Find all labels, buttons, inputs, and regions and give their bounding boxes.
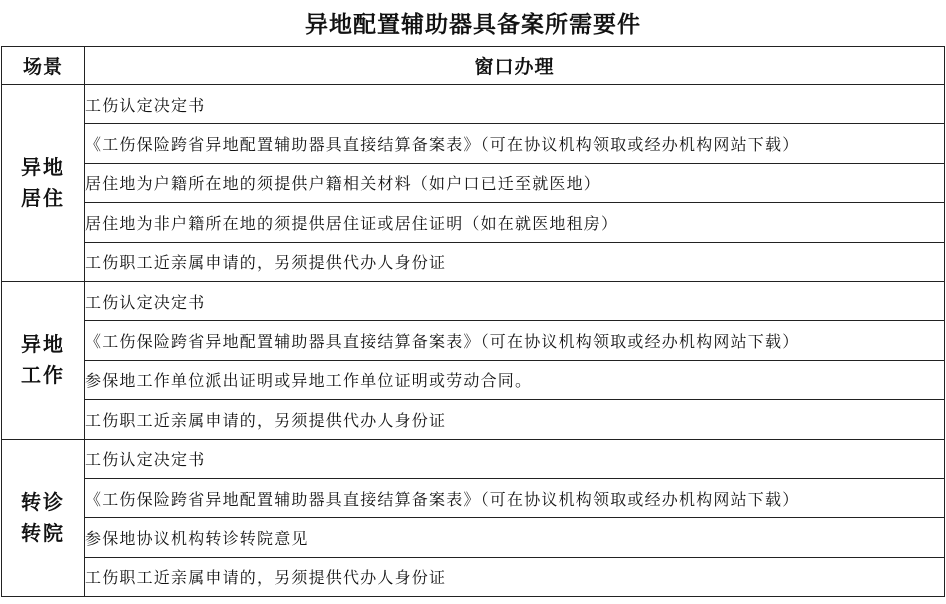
table-row	[2, 85, 945, 124]
document-title: 异地配置辅助器具备案所需要件	[305, 11, 641, 38]
requirement-item: 《工伤保险跨省异地配置辅助器具直接结算备案表》（可在协议机构领取或经办机构网站下载）	[85, 478, 945, 517]
table-row	[2, 518, 945, 557]
requirement-item: 工伤认定决定书	[85, 281, 945, 320]
table-row	[2, 124, 945, 163]
scene-label-line2: 转院	[21, 520, 65, 545]
scene-cell-remote-residence	[2, 85, 85, 282]
table-row	[2, 321, 945, 360]
scene-label-line2: 工作	[21, 363, 65, 388]
requirement-item: 《工伤保险跨省异地配置辅助器具直接结算备案表》（可在协议机构领取或经办机构网站下载）	[85, 321, 945, 360]
requirement-item: 参保地工作单位派出证明或异地工作单位证明或劳动合同。	[85, 360, 945, 399]
table-header-row	[2, 47, 945, 85]
requirement-item: 工伤职工近亲属申请的，另须提供代办人身份证	[85, 400, 945, 439]
requirement-item: 工伤认定决定书	[85, 85, 945, 124]
requirement-item: 工伤认定决定书	[85, 439, 945, 478]
requirements-table	[1, 46, 945, 597]
scene-label-line1: 异地	[21, 332, 65, 357]
column-header-window: 窗口办理	[85, 47, 945, 85]
scene-cell-referral-transfer	[2, 439, 85, 597]
requirement-item: 工伤职工近亲属申请的，另须提供代办人身份证	[85, 242, 945, 281]
table-row	[2, 163, 945, 202]
scene-label-line2: 居住	[21, 185, 65, 210]
requirement-item: 居住地为非户籍所在地的须提供居住证或居住证明（如在就医地租房）	[85, 203, 945, 242]
scene-cell-remote-work	[2, 281, 85, 439]
scene-label-line1: 转诊	[21, 489, 65, 514]
table-row	[2, 557, 945, 596]
table-row	[2, 400, 945, 439]
table-row	[2, 360, 945, 399]
requirement-item: 工伤职工近亲属申请的，另须提供代办人身份证	[85, 557, 945, 596]
requirement-item: 居住地为户籍所在地的须提供户籍相关材料（如户口已迁至就医地）	[85, 163, 945, 202]
table-row	[2, 478, 945, 517]
table-row	[2, 242, 945, 281]
table-row	[2, 203, 945, 242]
requirement-item: 参保地协议机构转诊转院意见	[85, 518, 945, 557]
table-row	[2, 439, 945, 478]
column-header-scene: 场景	[2, 47, 85, 85]
scene-label-line1: 异地	[21, 154, 65, 179]
table-row	[2, 281, 945, 320]
requirement-item: 《工伤保险跨省异地配置辅助器具直接结算备案表》（可在协议机构领取或经办机构网站下载）	[85, 124, 945, 163]
